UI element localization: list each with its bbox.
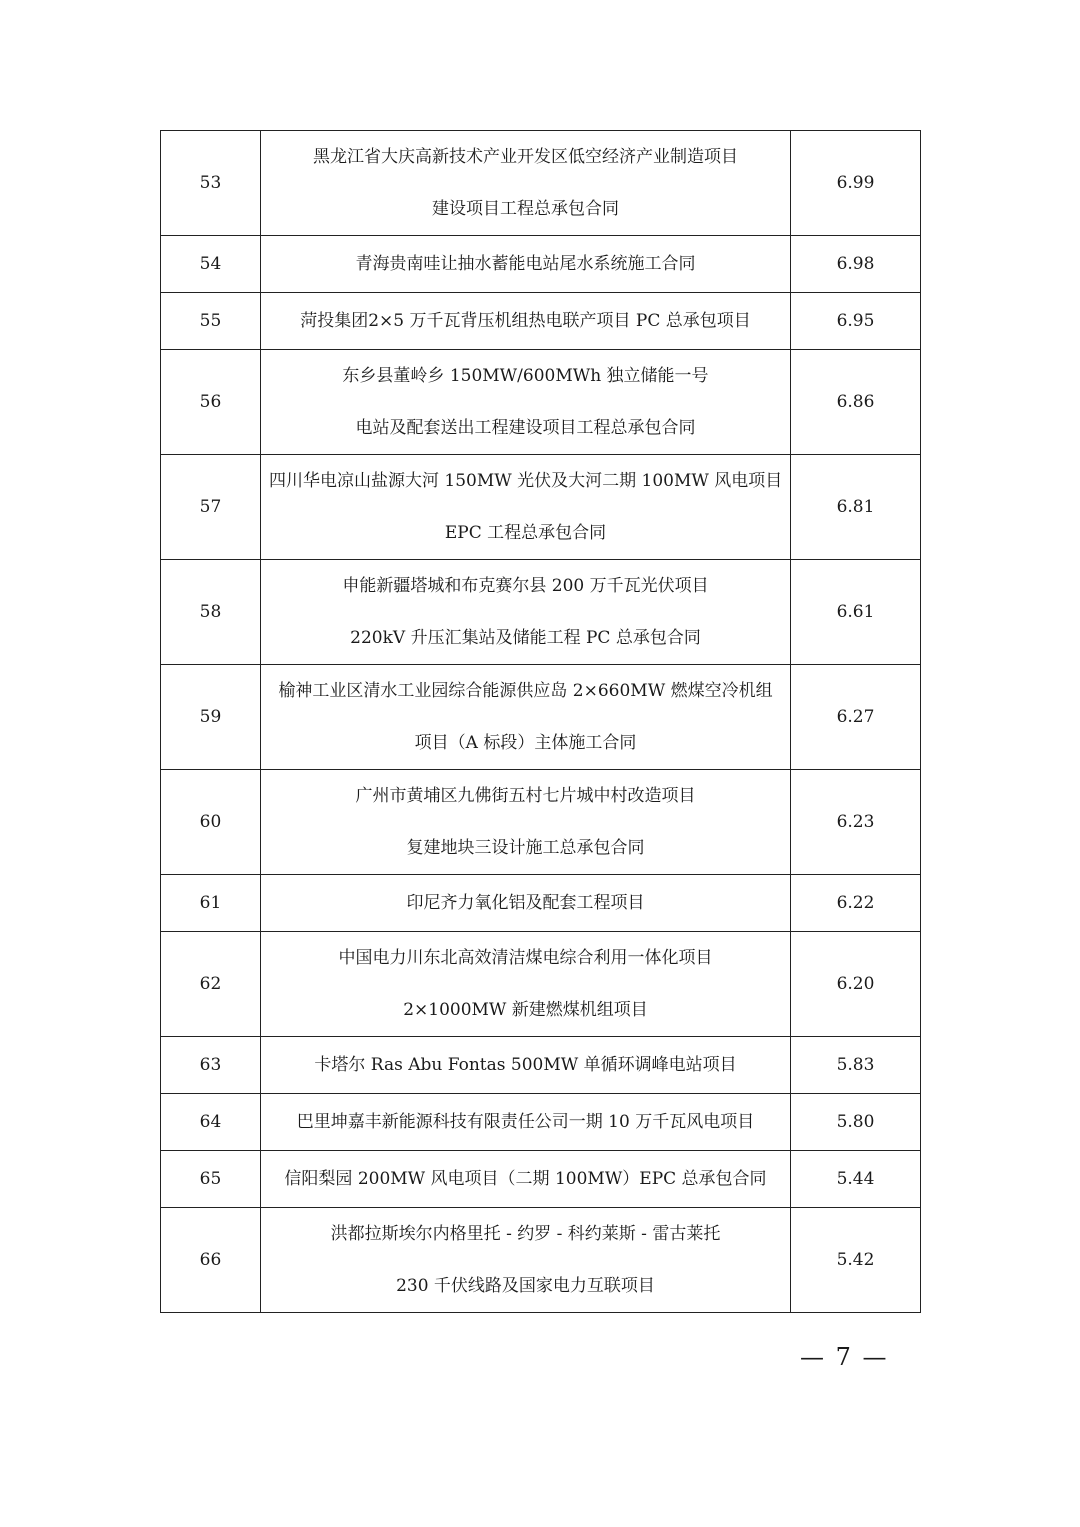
- project-name-line: 建设项目工程总承包合同: [432, 199, 619, 219]
- project-name-line: 东乡县董岭乡 150MW/600MWh 独立储能一号: [342, 366, 709, 386]
- contract-value: 5.42: [791, 1208, 921, 1313]
- project-name-cell: [261, 350, 791, 455]
- contract-table: [160, 130, 921, 1313]
- row-number: 62: [161, 932, 261, 1037]
- project-name-line: 电站及配套送出工程建设项目工程总承包合同: [355, 418, 696, 438]
- table-row: [161, 350, 921, 455]
- project-name-line: 洪都拉斯埃尔内格里托 - 约罗 - 科约莱斯 - 雷古莱托: [330, 1224, 721, 1244]
- project-name-cell: [261, 875, 791, 932]
- project-name-cell: [261, 560, 791, 665]
- row-number: 57: [161, 455, 261, 560]
- row-number: 56: [161, 350, 261, 455]
- project-name-line: 项目（A 标段）主体施工合同: [414, 733, 637, 753]
- row-number: 65: [161, 1151, 261, 1208]
- contract-value: 5.44: [791, 1151, 921, 1208]
- project-name-line: 青海贵南哇让抽水蓄能电站尾水系统施工合同: [355, 254, 696, 274]
- contract-value: 6.86: [791, 350, 921, 455]
- contract-value: 5.83: [791, 1037, 921, 1094]
- project-name-line: 230 千伏线路及国家电力互联项目: [396, 1276, 655, 1296]
- project-name-line: 印尼齐力氧化铝及配套工程项目: [406, 893, 645, 913]
- project-name-cell: [261, 665, 791, 770]
- project-name-cell: [261, 131, 791, 236]
- project-name-line: 申能新疆塔城和布克赛尔县 200 万千瓦光伏项目: [342, 576, 709, 596]
- table-row: [161, 1094, 921, 1151]
- table-row: [161, 770, 921, 875]
- row-number: 60: [161, 770, 261, 875]
- project-name-cell: [261, 932, 791, 1037]
- project-name-cell: [261, 1094, 791, 1151]
- table-row: [161, 875, 921, 932]
- project-name-cell: [261, 236, 791, 293]
- row-number: 54: [161, 236, 261, 293]
- project-name-cell: [261, 1208, 791, 1313]
- project-name-cell: [261, 1037, 791, 1094]
- project-name-line: 卡塔尔 Ras Abu Fontas 500MW 单循环调峰电站项目: [314, 1055, 737, 1075]
- project-name-line: EPC 工程总承包合同: [444, 523, 607, 543]
- project-name-cell: [261, 1151, 791, 1208]
- project-name-line: 菏投集团2×5 万千瓦背压机组热电联产项目 PC 总承包项目: [300, 311, 751, 331]
- row-number: 63: [161, 1037, 261, 1094]
- project-name-line: 广州市黄埔区九佛街五村七片城中村改造项目: [355, 786, 696, 806]
- row-number: 59: [161, 665, 261, 770]
- table-row: [161, 1208, 921, 1313]
- project-name-cell: [261, 455, 791, 560]
- contract-value: 6.23: [791, 770, 921, 875]
- project-name-line: 黑龙江省大庆高新技术产业开发区低空经济产业制造项目: [313, 147, 738, 167]
- project-name-line: 四川华电凉山盐源大河 150MW 光伏及大河二期 100MW 风电项目: [269, 471, 783, 491]
- project-name-line: 2×1000MW 新建燃煤机组项目: [403, 1000, 648, 1020]
- contract-value: 6.81: [791, 455, 921, 560]
- project-name-line: 复建地块三设计施工总承包合同: [406, 838, 645, 858]
- project-name-line: 信阳梨园 200MW 风电项目（二期 100MW）EPC 总承包合同: [284, 1169, 767, 1189]
- table-row: [161, 1151, 921, 1208]
- row-number: 58: [161, 560, 261, 665]
- table-row: [161, 236, 921, 293]
- table-row: [161, 665, 921, 770]
- table-row: [161, 932, 921, 1037]
- contract-value: 6.22: [791, 875, 921, 932]
- table-body: [161, 131, 921, 1313]
- contract-value: 6.99: [791, 131, 921, 236]
- project-name-line: 巴里坤嘉丰新能源科技有限责任公司一期 10 万千瓦风电项目: [296, 1112, 755, 1132]
- row-number: 61: [161, 875, 261, 932]
- table-row: [161, 455, 921, 560]
- row-number: 55: [161, 293, 261, 350]
- table-row: [161, 293, 921, 350]
- project-name-line: 220kV 升压汇集站及储能工程 PC 总承包合同: [350, 628, 701, 648]
- row-number: 53: [161, 131, 261, 236]
- contract-value: 6.98: [791, 236, 921, 293]
- table-row: [161, 131, 921, 236]
- project-name-cell: [261, 770, 791, 875]
- contract-value: 6.95: [791, 293, 921, 350]
- table-row: [161, 1037, 921, 1094]
- contract-value: 6.61: [791, 560, 921, 665]
- row-number: 64: [161, 1094, 261, 1151]
- project-name-line: 中国电力川东北高效清洁煤电综合利用一体化项目: [338, 948, 713, 968]
- contract-value: 5.80: [791, 1094, 921, 1151]
- contract-value: 6.20: [791, 932, 921, 1037]
- table-row: [161, 560, 921, 665]
- project-name-cell: [261, 293, 791, 350]
- page-number: — 7 —: [800, 1343, 889, 1371]
- project-name-line: 榆神工业区清水工业园综合能源供应岛 2×660MW 燃煤空冷机组: [278, 681, 773, 701]
- row-number: 66: [161, 1208, 261, 1313]
- contract-value: 6.27: [791, 665, 921, 770]
